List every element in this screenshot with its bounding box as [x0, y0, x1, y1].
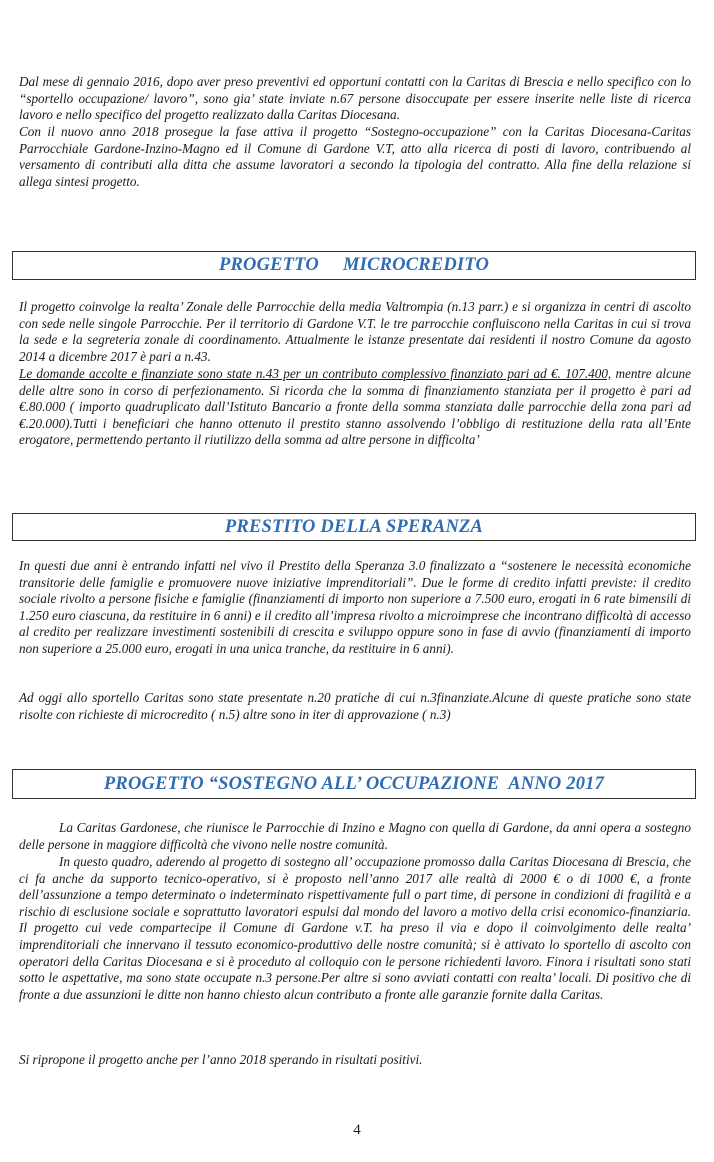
microcredito-underlined-text: Le domande accolte e finanziate sono state n.43 per un contributo complessivo finanziato pari ad €. 107.400,: [19, 366, 612, 381]
section-heading-speranza: PRESTITO DELLA SPERANZA: [224, 516, 484, 537]
sostegno-paragraph-2: In questo quadro, aderendo al progetto di sostegno all’ occupazione promosso dalla Caritas Diocesana di Brescia, che ci fa anche da supporto tecnico-operativo, si è proposto nell’anno 2017 alle realtà di 2000 € o di 1000 €, a fronte dell’assunzione a tempo determinato o indeterminato rispettivamente full o part time, di persone in condizioni di fragilità e a rischio di esclusione sociale e soprattutto lavoratori espulsi dal mondo del lavoro a motivo della crisi economico-finanziaria. Il progetto cui vede compartecipe il Comune di Gardone v.T. ha preso il via e dopo il coinvolgimento delle realta’ imprenditoriali che innervano il tessuto economico-produttivo delle nostre comunità; si è attivato lo sportello di ascolto con operatori della Caritas Diocesana e si è proceduto al colloquio con le persone richiedenti lavoro. Finora i risultati sono stati sotto le aspettative, ma sono state occupate n.3 persone.Per altre si sono avviati contatti con realta’ locali. Di positivo che di fronte a due assunzioni le ditte non hanno chiesto alcun contributo a fronte alle garanzie fornite dalla Caritas.: [19, 854, 691, 1002]
speranza-paragraph-2: Ad oggi allo sportello Caritas sono state presentate n.20 pratiche di cui n.3finanziate.Alcune di queste pratiche sono state risolte con richieste di microcredito ( n.5) altre sono in iter di approvazione ( n.3): [19, 690, 691, 722]
sostegno-paragraph-1: La Caritas Gardonese, che riunisce le Parrocchie di Inzino e Magno con quella di Gardone, da anni opera a sostegno delle persone in maggiore difficoltà che vivono nelle nostre comunità.: [19, 820, 691, 852]
section-heading-microcredito: PROGETTO MICROCREDITO: [218, 255, 490, 275]
intro-paragraph-2: Con il nuovo anno 2018 prosegue la fase attiva il progetto “Sostegno-occupazione” con la Caritas Diocesana-Caritas Parrocchiale Gardone-Inzino-Magno ed il Comune di Gardone V.T, atto alla ricerca di posti di lavoro, contribuendo al versamento di contributi alla ditta che assume lavoratori a secondo la tipologia del contratto. Alla fine della relazione si allega sintesi progetto.: [19, 124, 691, 189]
section-heading-sostegno: PROGETTO “SOSTEGNO ALL’ OCCUPAZIONE ANNO 2017: [103, 773, 605, 794]
section-heading-box-speranza: [12, 513, 696, 541]
speranza-paragraph-1: In questi due anni è entrando infatti nel vivo il Prestito della Speranza 3.0 finalizzato a “sostenere le necessità economiche transitorie delle famiglie e promuovere nuove iniziative imprenditoriali”. Due le forme di credito infatti previste: il credito sociale rivolto a persone fisiche e famiglie (finanziamenti di importo non superiore a 7.500 euro, erogati in 6 rate bimensili di 1.250 euro ciascuna, da restituire in 6 anni) e il credito all’impresa rivolto a microimprese che incontrano difficoltà di accesso al credito per realizzare investimenti sostenibili di crescita e sviluppo oppure sono in fase di avvio (finanziamenti di importo non superiore a 25.000 euro, erogati in una unica tranche, da restituire in 6 anni).: [19, 558, 691, 656]
page-number: 4: [353, 1122, 361, 1138]
section-heading-box-microcredito: [12, 251, 696, 280]
microcredito-paragraph-1: Il progetto coinvolge la realta’ Zonale delle Parrocchie della media Valtrompia (n.13 parr.) e si organizza in centri di ascolto con sede nelle singole Parrocchie. Per il territorio di Gardone V.T. le tre parrocchie confluiscono nella Caritas in cui si trova la sede e la segreteria zonale di coordinamento. Attualmente le istanze presentate dai residenti il nostro Comune da agosto 2014 a dicembre 2017 è pari a n.43.: [19, 299, 691, 364]
sostegno-paragraph-3: Si ripropone il progetto anche per l’anno 2018 sperando in risultati positivi.: [19, 1052, 423, 1067]
microcredito-paragraph-2: [19, 366, 691, 449]
microcredito-paragraph-2-rest: mentre alcune delle altre sono in corso di perfezionamento. Si ricorda che la somma di finanziamento stanziata per il progetto è pari ad €.80.000 ( importo quadruplicato dall’Istituto Bancario a fronte della somma stanziata dalle parrocchie della zona pari ad €.20.000).Tutti i beneficiari che hanno ottenuto il prestito stanno assolvendo l’obbligo di restituzione della rata all’Ente erogatore, permettendo pertanto il riutilizzo della somma ad altre persone in difficolta’: [19, 366, 691, 448]
section-heading-box-sostegno: [12, 769, 696, 799]
intro-paragraph-1: Dal mese di gennaio 2016, dopo aver preso preventivi ed opportuni contatti con la Caritas di Brescia e nello specifico con lo “sportello occupazione/ lavoro”, sono gia’ state inviate n.67 persone disoccupate per essere inserite nelle liste di ricerca lavoro e nello specifico del progetto realizzato dalla Caritas Diocesana.: [19, 74, 691, 123]
